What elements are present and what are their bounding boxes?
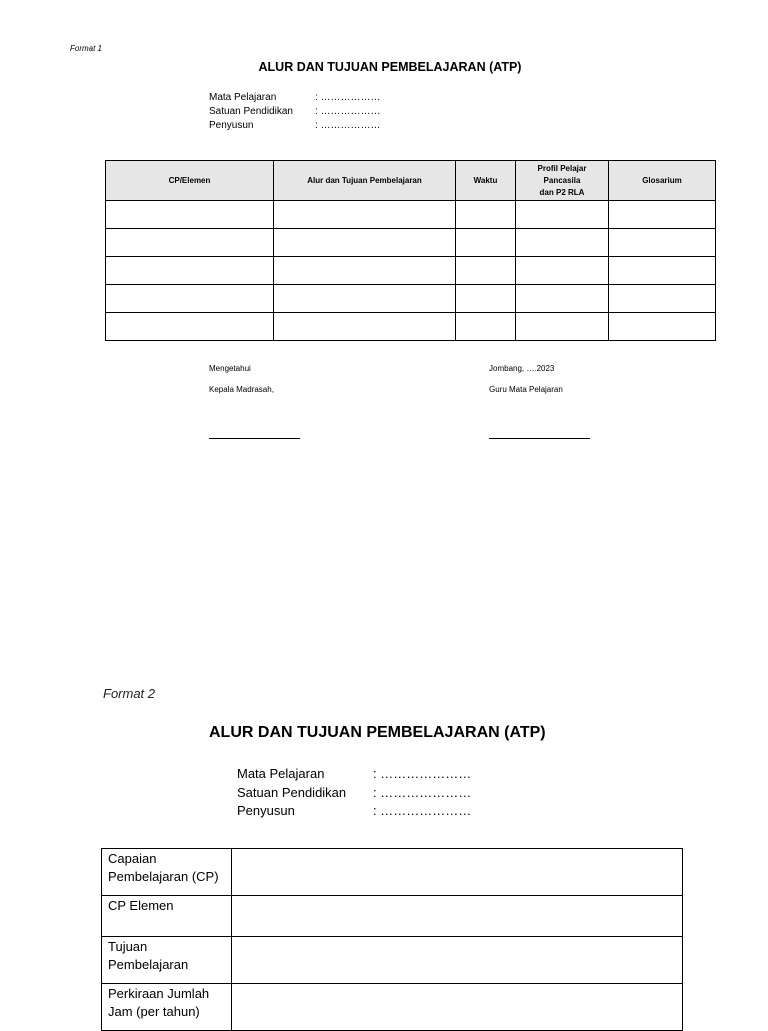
- header-profil-line3: dan P2 RLA: [539, 187, 585, 197]
- table-cell[interactable]: [456, 229, 516, 257]
- table-header-row: [106, 161, 716, 201]
- format1-table: [105, 160, 716, 341]
- header-profil-pelajar: [516, 161, 609, 201]
- table-cell[interactable]: [106, 313, 274, 341]
- table-row: [102, 984, 683, 1031]
- meta-row-subject: [209, 91, 381, 105]
- row-label-tujuan: [102, 937, 232, 984]
- table-cell[interactable]: [609, 201, 716, 229]
- table-row: [106, 285, 716, 313]
- meta-row-subject: [237, 765, 471, 784]
- meta-label: Satuan Pendidikan: [209, 106, 293, 117]
- table-cell[interactable]: [456, 313, 516, 341]
- meta-label: Penyusun: [209, 120, 254, 131]
- signature-left-rule: [209, 438, 300, 439]
- table-cell[interactable]: [609, 313, 716, 341]
- signature-right-rule: [489, 438, 590, 439]
- row-label-cp: [102, 849, 232, 896]
- table-row: [106, 229, 716, 257]
- format2-title: ALUR DAN TUJUAN PEMBELAJARAN (ATP): [209, 724, 546, 741]
- format1-meta: [209, 91, 381, 133]
- meta-label: Penyusun: [237, 803, 295, 818]
- table-cell[interactable]: [516, 285, 609, 313]
- table-cell[interactable]: [232, 896, 683, 937]
- header-alur-tujuan: Alur dan Tujuan Pembelajaran: [274, 161, 456, 201]
- header-waktu: Waktu: [456, 161, 516, 201]
- header-glosarium: Glosarium: [609, 161, 716, 201]
- signature-right-line2: Guru Mata Pelajaran: [489, 385, 563, 394]
- table-row: [102, 849, 683, 896]
- meta-row-school: [237, 784, 471, 803]
- table-row: [102, 937, 683, 984]
- format1-label: Format 1: [70, 44, 103, 53]
- table-cell[interactable]: [106, 201, 274, 229]
- format2-label: Format 2: [103, 686, 156, 701]
- meta-row-school: [209, 105, 381, 119]
- header-profil-line2: Pancasila: [543, 175, 581, 185]
- signature-left-line2: Kepala Madrasah,: [209, 385, 274, 394]
- table-cell[interactable]: [516, 229, 609, 257]
- format2-table: [101, 848, 683, 1031]
- signature-left-line1: Mengetahui: [209, 364, 251, 373]
- row-label-line: CP Elemen: [108, 898, 174, 913]
- table-row: [102, 896, 683, 937]
- row-label-line: Pembelajaran (CP): [108, 869, 219, 884]
- table-cell[interactable]: [456, 257, 516, 285]
- table-cell[interactable]: [232, 849, 683, 896]
- table-cell[interactable]: [516, 201, 609, 229]
- meta-label: Mata Pelajaran: [237, 766, 325, 781]
- row-label-cp-elemen: [102, 896, 232, 937]
- table-cell[interactable]: [609, 285, 716, 313]
- table-cell[interactable]: [609, 257, 716, 285]
- table-cell[interactable]: [106, 257, 274, 285]
- table-cell[interactable]: [609, 229, 716, 257]
- meta-value: : ………………: [315, 120, 381, 131]
- table-row: [106, 313, 716, 341]
- header-profil-line1: Profil Pelajar: [537, 163, 587, 173]
- table-cell[interactable]: [232, 984, 683, 1031]
- row-label-line: Pembelajaran: [108, 957, 189, 972]
- row-label-jam: [102, 984, 232, 1031]
- table-row: [106, 257, 716, 285]
- row-label-line: Capaian: [108, 851, 157, 866]
- table-cell[interactable]: [232, 937, 683, 984]
- header-cp-elemen: CP/Elemen: [106, 161, 274, 201]
- table-cell[interactable]: [274, 201, 456, 229]
- table-cell[interactable]: [516, 313, 609, 341]
- meta-value: : …………………: [373, 766, 472, 781]
- table-cell[interactable]: [106, 229, 274, 257]
- signature-right-line1: Jombang, ….2023: [489, 364, 555, 373]
- table-cell[interactable]: [274, 229, 456, 257]
- meta-value: : …………………: [373, 803, 472, 818]
- table-cell[interactable]: [456, 285, 516, 313]
- table-cell[interactable]: [456, 201, 516, 229]
- row-label-line: Jam (per tahun): [108, 1004, 200, 1019]
- meta-value: : ………………: [315, 106, 381, 117]
- table-cell[interactable]: [274, 285, 456, 313]
- meta-row-author: [237, 802, 471, 821]
- format2-meta: [237, 765, 471, 821]
- format1-title: ALUR DAN TUJUAN PEMBELAJARAN (ATP): [258, 60, 522, 74]
- meta-value: : …………………: [373, 784, 472, 800]
- meta-label: Mata Pelajaran: [209, 92, 277, 103]
- meta-row-author: [209, 119, 381, 133]
- row-label-line: Tujuan: [108, 939, 148, 954]
- row-label-line: Perkiraan Jumlah: [108, 986, 210, 1001]
- table-cell[interactable]: [274, 313, 456, 341]
- table-row: [106, 201, 716, 229]
- meta-label: Satuan Pendidikan: [237, 784, 347, 800]
- table-cell[interactable]: [274, 257, 456, 285]
- table-cell[interactable]: [516, 257, 609, 285]
- meta-value: : ………………: [315, 92, 381, 103]
- table-cell[interactable]: [106, 285, 274, 313]
